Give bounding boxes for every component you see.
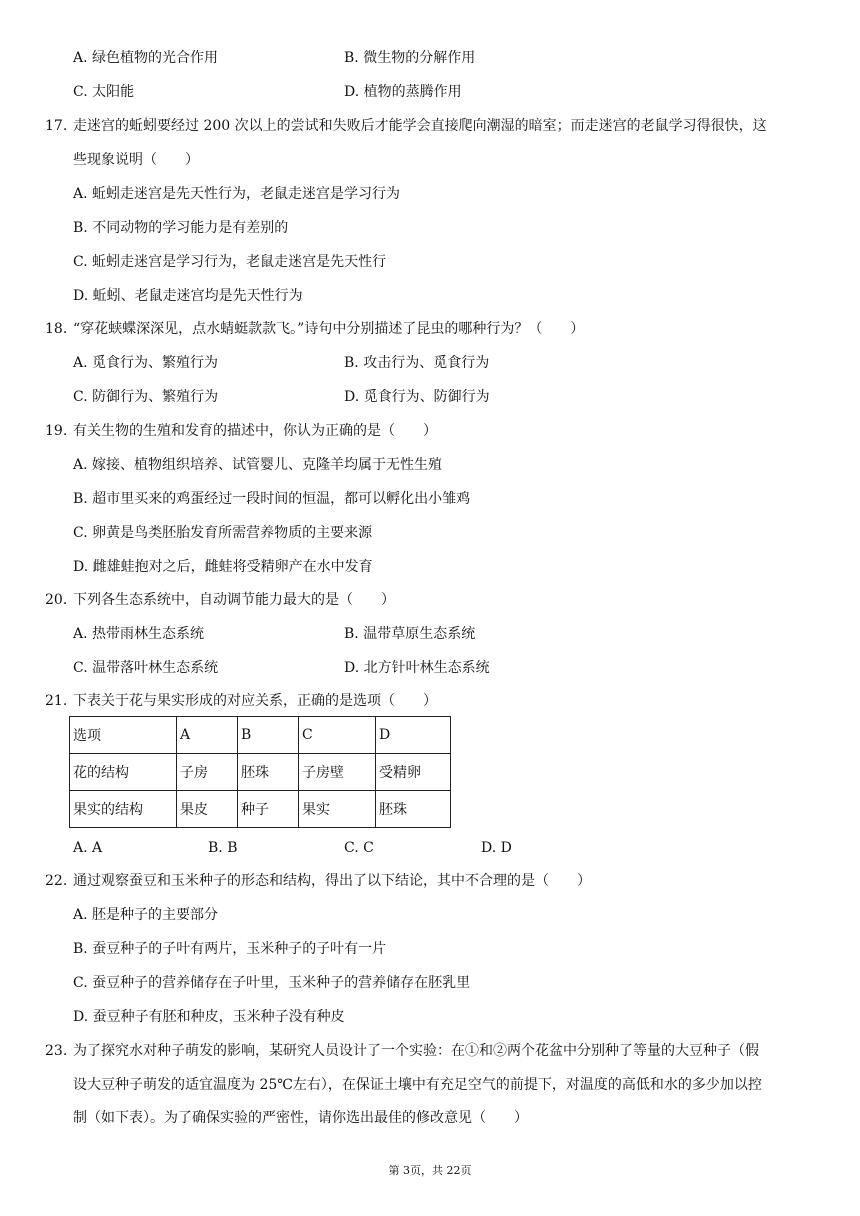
q16-option-d[interactable]: D. 植物的蒸腾作用 xyxy=(344,84,462,100)
table-cell: 果实的结构 xyxy=(70,791,177,828)
table-cell: 选项 xyxy=(70,717,177,754)
q19-option-b[interactable]: B. 超市里买来的鸡蛋经过一段时间的恒温，都可以孵化出小雏鸡 xyxy=(73,491,471,507)
table-cell: 果皮 xyxy=(177,791,238,828)
q23-number: 23. xyxy=(45,1043,68,1059)
q20-option-b[interactable]: B. 温带草原生态系统 xyxy=(344,626,476,642)
table-row xyxy=(70,717,451,754)
q22-option-a[interactable]: A. 胚是种子的主要部分 xyxy=(73,907,219,923)
table-cell: A xyxy=(177,717,238,754)
table-cell: 子房 xyxy=(177,754,238,791)
q18-number: 18. xyxy=(45,321,68,337)
q19-option-c[interactable]: C. 卵黄是鸟类胚胎发育所需营养物质的主要来源 xyxy=(73,525,373,541)
q19-number: 19. xyxy=(45,423,68,439)
table-cell: B xyxy=(238,717,299,754)
table-cell: 花的结构 xyxy=(70,754,177,791)
q17-stem-line1: 走迷宫的蚯蚓要经过 200 次以上的尝试和失败后才能学会直接爬向潮湿的暗室；而走迷宫的老鼠学习得很快，这 xyxy=(73,118,767,134)
table-row xyxy=(70,791,451,828)
q20-option-d[interactable]: D. 北方针叶林生态系统 xyxy=(344,660,490,676)
flower-fruit-table xyxy=(69,716,451,828)
q20-number: 20. xyxy=(45,592,68,608)
q22-number: 22. xyxy=(45,873,68,889)
q22-option-c[interactable]: C. 蚕豆种子的营养储存在子叶里，玉米种子的营养储存在胚乳里 xyxy=(73,975,471,991)
q20-option-c[interactable]: C. 温带落叶林生态系统 xyxy=(73,660,219,676)
q21-number: 21. xyxy=(45,693,68,709)
table-cell: 胚珠 xyxy=(376,791,451,828)
q17-option-a[interactable]: A. 蚯蚓走迷宫是先天性行为，老鼠走迷宫是学习行为 xyxy=(73,186,401,202)
q22-option-b[interactable]: B. 蚕豆种子的子叶有两片，玉米种子的子叶有一片 xyxy=(73,941,387,957)
q17-number: 17. xyxy=(45,118,68,134)
q17-option-c[interactable]: C. 蚯蚓走迷宫是学习行为，老鼠走迷宫是先天性行 xyxy=(73,254,387,270)
q21-option-b[interactable]: B. B xyxy=(208,840,238,856)
q18-stem: “穿花蛱蝶深深见，点水蜻蜓款款飞。”诗句中分别描述了昆虫的哪种行为？（ ） xyxy=(73,321,585,337)
table-cell: D xyxy=(376,717,451,754)
q21-option-c[interactable]: C. C xyxy=(344,840,374,856)
q18-option-a[interactable]: A. 觅食行为、繁殖行为 xyxy=(73,355,219,371)
table-cell: 种子 xyxy=(238,791,299,828)
q17-option-b[interactable]: B. 不同动物的学习能力是有差别的 xyxy=(73,220,289,236)
q18-option-c[interactable]: C. 防御行为、繁殖行为 xyxy=(73,389,219,405)
q18-option-b[interactable]: B. 攻击行为、觅食行为 xyxy=(344,355,490,371)
page-footer: 第 3页，共 22页 xyxy=(388,1164,472,1177)
q21-option-a[interactable]: A. A xyxy=(73,840,103,856)
q19-option-a[interactable]: A. 嫁接、植物组织培养、试管婴儿、克隆羊均属于无性生殖 xyxy=(73,457,443,473)
q20-option-a[interactable]: A. 热带雨林生态系统 xyxy=(73,626,205,642)
table-cell: 子房壁 xyxy=(299,754,376,791)
table-row xyxy=(70,754,451,791)
q17-stem-line2: 些现象说明（ ） xyxy=(73,152,199,168)
q18-option-d[interactable]: D. 觅食行为、防御行为 xyxy=(344,389,490,405)
table-cell: 果实 xyxy=(299,791,376,828)
q23-stem-line1: 为了探究水对种子萌发的影响，某研究人员设计了一个实验：在①和②两个花盆中分别种了等量的大豆种子（假 xyxy=(73,1043,759,1059)
table-cell: 受精卵 xyxy=(376,754,451,791)
q21-stem: 下表关于花与果实形成的对应关系，正确的是选项（ ） xyxy=(73,693,437,709)
q21-option-d[interactable]: D. D xyxy=(481,840,512,856)
q16-option-b[interactable]: B. 微生物的分解作用 xyxy=(344,50,476,66)
q17-option-d[interactable]: D. 蚯蚓、老鼠走迷宫均是先天性行为 xyxy=(73,288,303,304)
q22-stem: 通过观察蚕豆和玉米种子的形态和结构，得出了以下结论，其中不合理的是（ ） xyxy=(73,873,591,889)
table-cell: 胚珠 xyxy=(238,754,299,791)
q19-stem: 有关生物的生殖和发育的描述中，你认为正确的是（ ） xyxy=(73,423,437,439)
q16-option-c[interactable]: C. 太阳能 xyxy=(73,84,135,100)
q23-stem-line2: 设大豆种子萌发的适宜温度为 25℃左右），在保证土壤中有充足空气的前提下，对温度的高低和水的多少加以控 xyxy=(73,1077,762,1093)
q22-option-d[interactable]: D. 蚕豆种子有胚和种皮，玉米种子没有种皮 xyxy=(73,1009,345,1025)
q23-stem-line3: 制（如下表）。为了确保实验的严密性，请你选出最佳的修改意见（ ） xyxy=(73,1110,528,1126)
q19-option-d[interactable]: D. 雌雄蛙抱对之后，雌蛙将受精卵产在水中发育 xyxy=(73,559,373,575)
table-cell: C xyxy=(299,717,376,754)
q20-stem: 下列各生态系统中，自动调节能力最大的是（ ） xyxy=(73,592,395,608)
q16-option-a[interactable]: A. 绿色植物的光合作用 xyxy=(73,50,219,66)
